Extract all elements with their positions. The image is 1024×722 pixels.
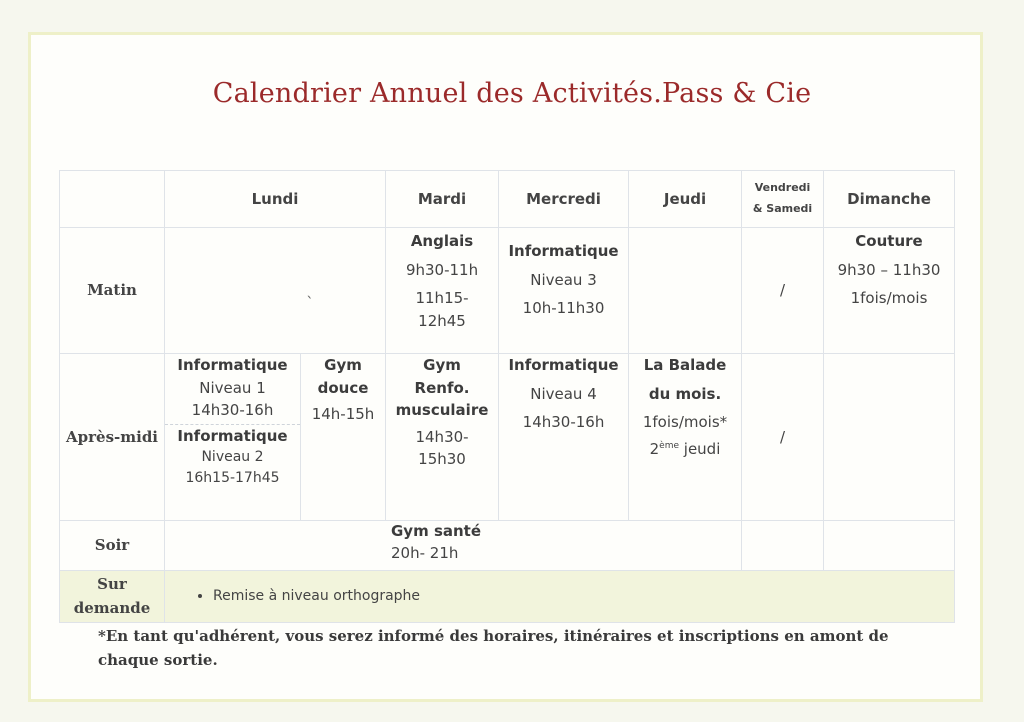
header-mercredi: Mercredi xyxy=(499,171,629,228)
soir-dimanche xyxy=(824,521,955,571)
header-vendredi-line1: Vendredi xyxy=(754,181,811,195)
row-label-apres-midi: Après-midi xyxy=(60,354,165,521)
corner-cell xyxy=(60,171,165,228)
header-jeudi: Jeudi xyxy=(629,171,742,228)
mercredi-info4-time: 14h30-16h xyxy=(522,413,605,431)
jeudi-balade-day xyxy=(629,438,741,461)
header-dimanche: Dimanche xyxy=(824,171,955,228)
jeudi-balade-title2: du mois. xyxy=(648,384,722,403)
soir-vendredi xyxy=(742,521,824,571)
row-label-sur-demande xyxy=(60,571,165,623)
dimanche-couture-title: Couture xyxy=(855,232,923,250)
sur-demande-item: • Remise à niveau orthographe xyxy=(213,586,954,607)
lundi-gym-time: 14h-15h xyxy=(311,405,375,423)
matin-mardi xyxy=(386,228,499,354)
header-row xyxy=(60,171,955,228)
matin-vendredi: / xyxy=(742,228,824,354)
footnote: *En tant qu'adhérent, vous serez informé des horaires, itinéraires et inscriptions en amont de chaque sortie. xyxy=(98,627,889,669)
dimanche-couture-freq: 1fois/mois xyxy=(850,289,928,307)
sur-demande-line2: demande xyxy=(73,598,151,617)
stray-mark: ` xyxy=(306,294,314,313)
mardi-gym-title2: Renfo. xyxy=(414,378,470,397)
dimanche-couture-time: 9h30 – 11h30 xyxy=(837,260,941,279)
schedule-table xyxy=(59,170,955,623)
mardi-gym-title1: Gym xyxy=(423,356,461,374)
header-mardi: Mardi xyxy=(386,171,499,228)
row-apres-midi xyxy=(60,354,955,521)
lundi-info1-title: Informatique xyxy=(177,356,288,374)
mercredi-info4-level: Niveau 4 xyxy=(530,384,597,403)
mercredi-info-level: Niveau 3 xyxy=(530,270,597,289)
mardi-anglais-time1: 9h30-11h xyxy=(405,260,479,279)
mercredi-info-title: Informatique xyxy=(508,242,619,260)
soir-span xyxy=(165,521,742,571)
jeudi-balade-title1: La Balade xyxy=(643,356,727,374)
row-sur-demande xyxy=(60,571,955,623)
lundi-info1-time: 14h30-16h xyxy=(191,401,274,419)
apres-midi-jeudi xyxy=(629,354,742,521)
matin-jeudi xyxy=(629,228,742,354)
mardi-gym-time1: 14h30- xyxy=(415,427,469,446)
mercredi-info4-title: Informatique xyxy=(508,356,619,374)
mardi-anglais-time2a: 11h15- xyxy=(415,289,469,307)
apres-midi-lundi-gym xyxy=(301,354,386,521)
apres-midi-vendredi: / xyxy=(742,354,824,521)
header-vendredi-samedi xyxy=(742,171,824,228)
jeudi-day-word: jeudi xyxy=(679,439,721,458)
mercredi-info-time: 10h-11h30 xyxy=(522,299,605,317)
mardi-gym-time2: 15h30 xyxy=(418,450,466,468)
soir-gym-title: Gym santé xyxy=(391,522,482,540)
mardi-anglais-time2b: 12h45 xyxy=(418,311,466,330)
lundi-info2-title: Informatique xyxy=(177,426,288,445)
apres-midi-lundi-info xyxy=(165,354,301,521)
matin-lundi xyxy=(165,228,386,354)
lundi-info2-time: 16h15-17h45 xyxy=(185,470,280,486)
apres-midi-dimanche xyxy=(824,354,955,521)
header-vendredi-line2: & Samedi xyxy=(752,202,813,215)
row-soir xyxy=(60,521,955,571)
row-label-matin: Matin xyxy=(60,228,165,354)
apres-midi-mardi xyxy=(386,354,499,521)
sur-demande-content xyxy=(165,571,955,623)
sur-demande-line1: Sur xyxy=(97,575,127,594)
matin-dimanche xyxy=(824,228,955,354)
jeudi-balade-freq: 1fois/mois* xyxy=(642,413,728,431)
matin-mercredi xyxy=(499,228,629,354)
lundi-info2-level: Niveau 2 xyxy=(201,449,264,465)
jeudi-day-sup: ème xyxy=(659,440,680,451)
lundi-gym-title2: douce xyxy=(317,378,369,397)
row-label-soir: Soir xyxy=(60,521,165,571)
mardi-anglais-title: Anglais xyxy=(410,232,474,250)
lundi-gym-title1: Gym xyxy=(324,356,362,374)
row-matin xyxy=(60,228,955,354)
header-lundi: Lundi xyxy=(165,171,386,228)
mardi-gym-title3: musculaire xyxy=(395,401,489,419)
page-title: Calendrier Annuel des Activités.Pass & Cie xyxy=(212,78,812,109)
lundi-info1-level: Niveau 1 xyxy=(199,378,266,397)
soir-gym-time: 20h- 21h xyxy=(391,543,459,562)
sur-demande-list xyxy=(165,586,954,607)
jeudi-day-num: 2 xyxy=(649,439,660,458)
apres-midi-mercredi xyxy=(499,354,629,521)
